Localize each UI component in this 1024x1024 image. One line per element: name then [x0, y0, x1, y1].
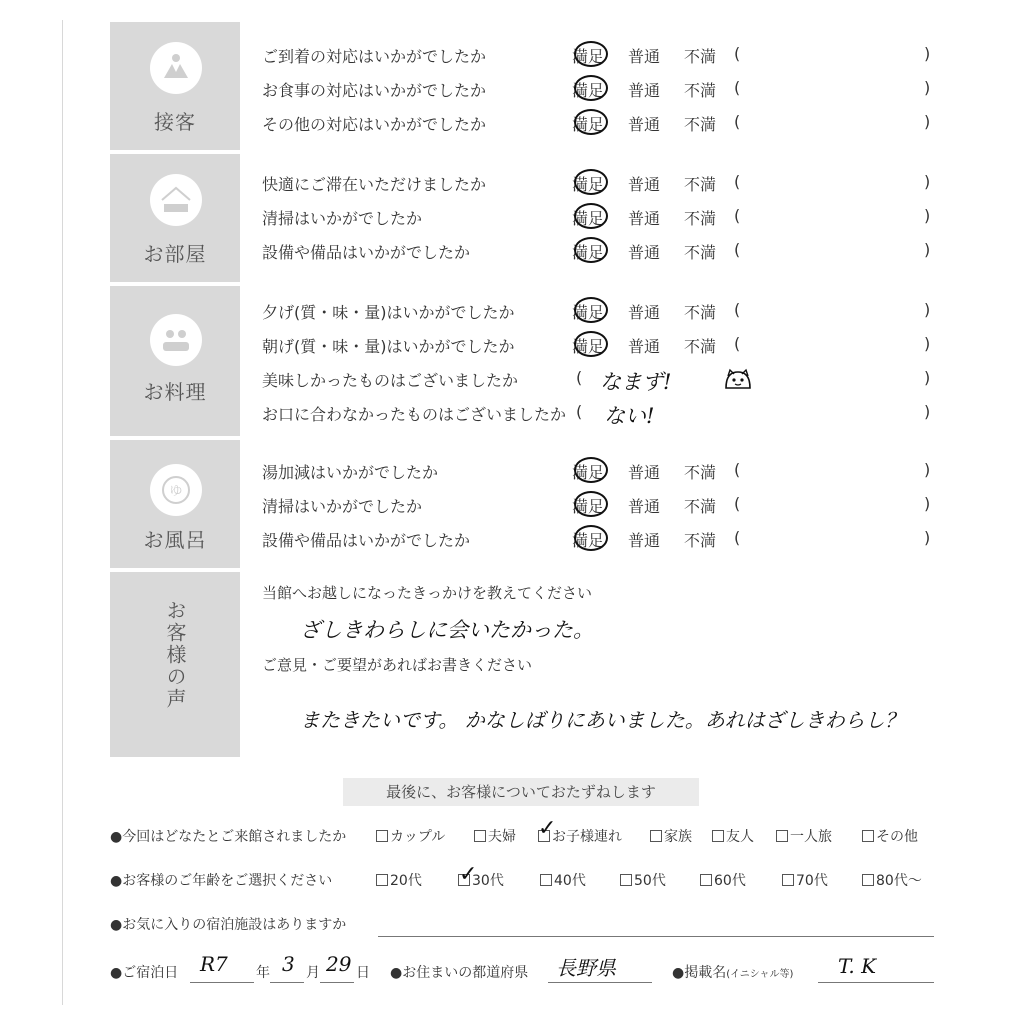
section-tab-food [110, 286, 240, 436]
option-satisfied[interactable]: 満足 [572, 47, 605, 66]
option-dissatisfied[interactable]: 不満 [684, 303, 717, 322]
age-option[interactable]: 50代 [620, 870, 666, 890]
option-neutral[interactable]: 普通 [628, 497, 661, 516]
handwritten-initials: T. K [838, 954, 877, 978]
option-neutral[interactable]: 普通 [628, 337, 661, 356]
option-neutral[interactable]: 普通 [628, 115, 661, 134]
prompt-reason: 当館へお越しになったきっかけを教えてください [262, 584, 593, 602]
age-row [110, 868, 940, 894]
paren-close: ) [924, 240, 931, 259]
checkbox[interactable] [700, 874, 712, 886]
favorite-row [110, 912, 940, 938]
section-tab-room [110, 154, 240, 282]
option-dissatisfied[interactable]: 不満 [684, 531, 717, 550]
option-dissatisfied[interactable]: 不満 [684, 81, 717, 100]
circle-mark-satisfied [574, 41, 608, 67]
companion-option[interactable]: お子様連れ [538, 826, 622, 846]
companion-option[interactable]: 家族 [650, 826, 692, 846]
paren-close: ) [924, 172, 931, 191]
checkbox[interactable] [540, 874, 552, 886]
handwritten-comment-answer: またきたいです。 かなしばりにあいました。あれはざしきわらし？ [300, 708, 905, 732]
section-tab-service [110, 22, 240, 150]
option-satisfied[interactable]: 満足 [572, 463, 605, 482]
circle-mark-satisfied [574, 457, 608, 483]
handwritten-stay-day: 29 [326, 952, 352, 976]
option-neutral[interactable]: 普通 [628, 47, 661, 66]
age-option[interactable]: 30代 [458, 870, 504, 890]
paren-open: ( [734, 78, 741, 97]
paren-close: ) [924, 334, 931, 353]
paren-close: ) [924, 368, 931, 387]
age-option[interactable]: 20代 [376, 870, 422, 890]
option-neutral[interactable]: 普通 [628, 303, 661, 322]
day-line[interactable] [320, 982, 354, 983]
option-dissatisfied[interactable]: 不満 [684, 209, 717, 228]
age-option[interactable]: 80代〜 [862, 870, 922, 890]
handwritten-reason-answer: ざしきわらしに会いたかった。 [300, 618, 594, 642]
hands-bowing-icon [150, 42, 202, 94]
question-row [262, 202, 962, 232]
section-tab-bath [110, 440, 240, 568]
name-label: ●掲載名(イニシャル等) [672, 965, 794, 981]
month-unit: 月 [306, 965, 320, 981]
page-edge-line [62, 20, 63, 1005]
paren-open: ( [734, 460, 741, 479]
prefecture-line[interactable] [548, 982, 652, 983]
closing-banner: 最後に、お客様についておたずねします [343, 778, 699, 806]
check-mark-companions: ✓ [538, 816, 557, 841]
option-satisfied[interactable]: 満足 [572, 209, 605, 228]
circle-mark-satisfied [574, 525, 608, 551]
section-label-food: お料理 [143, 380, 207, 404]
check-mark-age: ✓ [459, 862, 478, 887]
checkbox[interactable] [376, 830, 388, 842]
option-satisfied[interactable]: 満足 [572, 81, 605, 100]
question-row [262, 74, 962, 104]
prompt-comments: ご意見・ご要望があればお書きください [262, 656, 533, 674]
paren-open: ( [734, 172, 741, 191]
option-dissatisfied[interactable]: 不満 [684, 243, 717, 262]
section-label-voice: お客様の声 [163, 600, 187, 710]
handwritten-tasty-answer: なまず! [600, 370, 672, 394]
option-neutral[interactable]: 普通 [628, 209, 661, 228]
paren-open: ( [734, 112, 741, 131]
age-option[interactable]: 60代 [700, 870, 746, 890]
question-row [262, 168, 962, 198]
checkbox[interactable] [712, 830, 724, 842]
circle-mark-satisfied [574, 109, 608, 135]
paren-close: ) [924, 78, 931, 97]
option-satisfied[interactable]: 満足 [572, 497, 605, 516]
svg-text:ゆ: ゆ [169, 484, 183, 499]
option-neutral[interactable]: 普通 [628, 463, 661, 482]
question-row [262, 236, 962, 266]
question-text: 清掃はいかがでしたか [262, 209, 423, 228]
question-text: 夕げ(質・味・量)はいかがでしたか [262, 303, 515, 322]
handwritten-stay-era: R7 [200, 952, 228, 976]
month-line[interactable] [270, 982, 304, 983]
stay-date-label: ●ご宿泊日 [110, 965, 179, 981]
companion-option[interactable]: 夫婦 [474, 826, 516, 846]
prefecture-label: ●お住まいの都道府県 [390, 965, 529, 981]
question-row [262, 108, 962, 138]
question-text: お口に合わなかったものはございましたか [262, 405, 567, 424]
option-dissatisfied[interactable]: 不満 [684, 175, 717, 194]
paren-close: ) [924, 402, 931, 421]
question-row [262, 40, 962, 70]
circle-mark-satisfied [574, 331, 608, 357]
age-option[interactable]: 70代 [782, 870, 828, 890]
checkbox[interactable] [776, 830, 788, 842]
year-unit: 年 [256, 965, 270, 981]
companion-option[interactable]: その他 [862, 826, 918, 846]
section-sidebar [110, 22, 240, 757]
paren-open: ( [734, 206, 741, 225]
favorite-label: ●お気に入りの宿泊施設はありますか [110, 917, 347, 933]
option-satisfied[interactable]: 満足 [572, 531, 605, 550]
question-text: ご到着の対応はいかがでしたか [262, 47, 487, 66]
option-satisfied[interactable]: 満足 [572, 303, 605, 322]
paren-open: ( [734, 494, 741, 513]
paren-open: ( [576, 402, 583, 421]
section-tab-voice [110, 572, 240, 757]
checkbox[interactable] [474, 830, 486, 842]
option-dissatisfied[interactable]: 不満 [684, 337, 717, 356]
option-satisfied[interactable]: 満足 [572, 243, 605, 262]
paren-open: ( [734, 334, 741, 353]
handwritten-prefecture: 長野県 [556, 956, 616, 980]
option-dissatisfied[interactable]: 不満 [684, 47, 717, 66]
option-dissatisfied[interactable]: 不満 [684, 463, 717, 482]
option-neutral[interactable]: 普通 [628, 175, 661, 194]
age-option[interactable]: 40代 [540, 870, 586, 890]
question-row [262, 330, 962, 360]
option-dissatisfied[interactable]: 不満 [684, 115, 717, 134]
section-label-bath: お風呂 [143, 528, 207, 552]
checkbox[interactable] [862, 830, 874, 842]
paren-open: ( [734, 300, 741, 319]
question-text: 快適にご滞在いただけましたか [262, 175, 487, 194]
question-text: お食事の対応はいかがでしたか [262, 81, 487, 100]
companions-label: ●今回はどなたとご来館されましたか [110, 829, 347, 845]
section-label-service: 接客 [154, 110, 196, 134]
paren-close: ) [924, 112, 931, 131]
checkbox[interactable] [782, 874, 794, 886]
option-neutral[interactable]: 普通 [628, 243, 661, 262]
hot-spring-icon [150, 464, 202, 516]
option-dissatisfied[interactable]: 不満 [684, 497, 717, 516]
paren-close: ) [924, 44, 931, 63]
question-text: 設備や備品はいかがでしたか [262, 531, 471, 550]
paren-open: ( [734, 44, 741, 63]
paren-open: ( [734, 240, 741, 259]
paren-close: ) [924, 206, 931, 225]
circle-mark-satisfied [574, 75, 608, 101]
option-satisfied[interactable]: 満足 [572, 115, 605, 134]
year-line[interactable] [190, 982, 254, 983]
dishes-icon [150, 314, 202, 366]
option-neutral[interactable]: 普通 [628, 81, 661, 100]
handwritten-stay-month: 3 [282, 952, 295, 976]
companion-option[interactable]: 友人 [712, 826, 754, 846]
section-label-room: お部屋 [143, 242, 207, 266]
day-unit: 日 [356, 965, 370, 981]
paren-close: ) [924, 494, 931, 513]
question-text: 設備や備品はいかがでしたか [262, 243, 471, 262]
question-row [262, 490, 962, 520]
question-text: 美味しかったものはございましたか [262, 371, 519, 390]
circle-mark-satisfied [574, 491, 608, 517]
companions-row [110, 824, 940, 850]
circle-mark-satisfied [574, 297, 608, 323]
checkbox[interactable] [376, 874, 388, 886]
cat-face-doodle [722, 368, 754, 392]
age-label: ●お客様のご年齢をご選択ください [110, 873, 333, 889]
handwritten-disliked-answer: ない! [604, 404, 655, 428]
circle-mark-satisfied [574, 237, 608, 263]
question-text: 朝げ(質・味・量)はいかがでしたか [262, 337, 515, 356]
paren-close: ) [924, 528, 931, 547]
checkbox[interactable] [620, 874, 632, 886]
favorite-answer-line[interactable] [378, 936, 934, 937]
companion-option[interactable]: 一人旅 [776, 826, 832, 846]
question-row [262, 524, 962, 554]
option-satisfied[interactable]: 満足 [572, 337, 605, 356]
question-text: 清掃はいかがでしたか [262, 497, 423, 516]
name-line[interactable] [818, 982, 934, 983]
question-text: 湯加減はいかがでしたか [262, 463, 439, 482]
question-row [262, 456, 962, 486]
option-satisfied[interactable]: 満足 [572, 175, 605, 194]
house-bed-icon [150, 174, 202, 226]
paren-close: ) [924, 300, 931, 319]
circle-mark-satisfied [574, 169, 608, 195]
question-text: その他の対応はいかがでしたか [262, 115, 487, 134]
circle-mark-satisfied [574, 203, 608, 229]
option-neutral[interactable]: 普通 [628, 531, 661, 550]
companion-option[interactable]: カップル [376, 826, 445, 846]
paren-close: ) [924, 460, 931, 479]
paren-open: ( [576, 368, 583, 387]
paren-open: ( [734, 528, 741, 547]
checkbox[interactable] [862, 874, 874, 886]
question-row [262, 296, 962, 326]
checkbox[interactable] [650, 830, 662, 842]
